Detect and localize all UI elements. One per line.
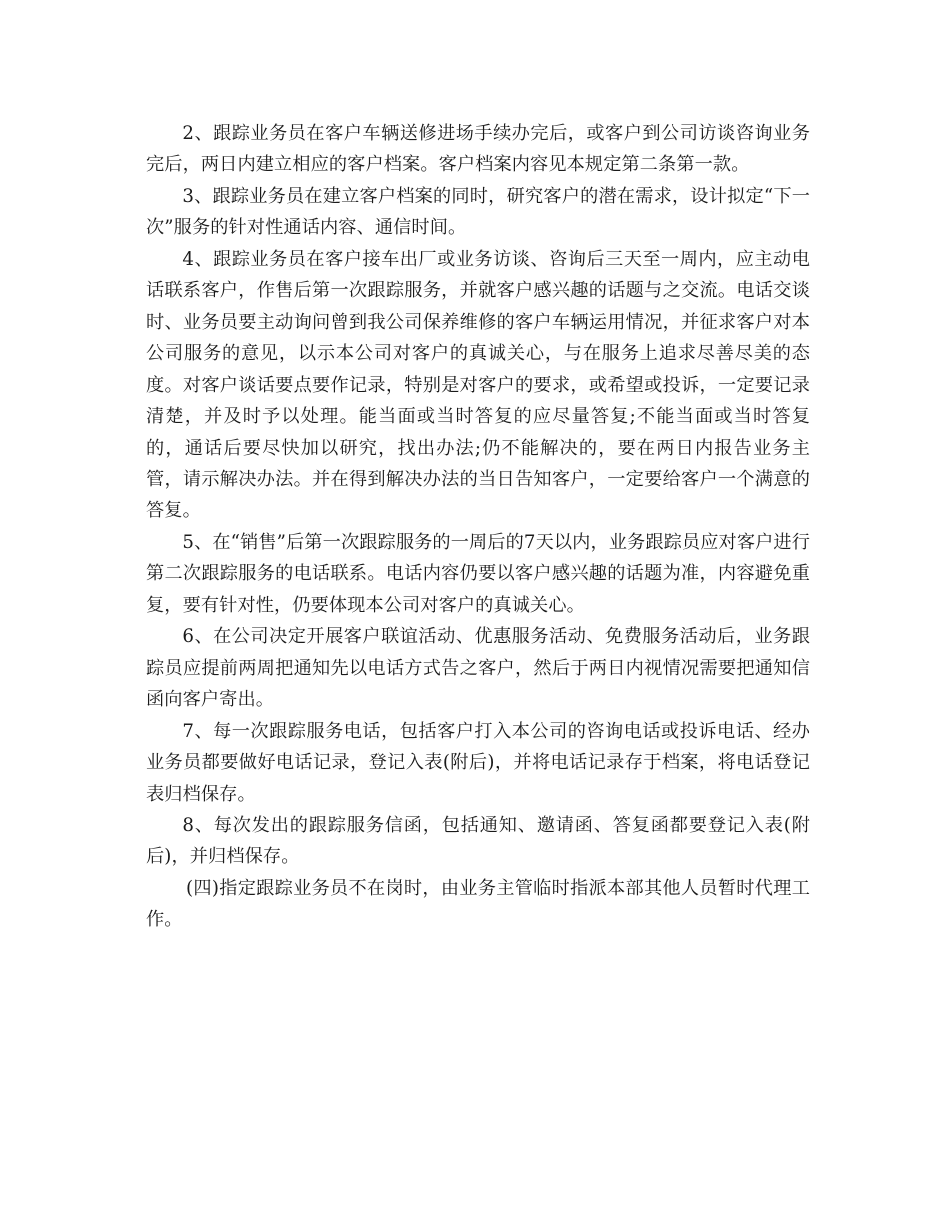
document-body bbox=[146, 118, 810, 936]
paragraph-item-7: 7、每一次跟踪服务电话，包括客户打入本公司的咨询电话或投诉电话、经办业务员都要做好电话记录，登记入表(附后)，并将电话记录存于档案，将电话登记表归档保存。 bbox=[146, 720, 810, 805]
paragraph-section-4: (四)指定跟踪业务员不在岗时，由业务主管临时指派本部其他人员暂时代理工作。 bbox=[146, 877, 810, 931]
paragraph-item-8: 8、每次发出的跟踪服务信函，包括通知、邀请函、答复函都要登记入表(附后)，并归档保存。 bbox=[146, 814, 810, 868]
paragraph-item-6: 6、在公司决定开展客户联谊活动、优惠服务活动、免费服务活动后，业务跟踪员应提前两周把通知先以电话方式告之客户，然后于两日内视情况需要把通知信函向客户寄出。 bbox=[146, 626, 810, 711]
paragraph-item-4: 4、跟踪业务员在客户接车出厂或业务访谈、咨询后三天至一周内，应主动电话联系客户，作售后第一次跟踪服务，并就客户感兴趣的话题与之交流。电话交谈时、业务员要主动询问曾到我公司保养维修的客户车辆运用情况，并征求客户对本公司服务的意见，以示本公司对客户的真诚关心，与在服务上追求尽善尽美的态度。对客户谈话要点要作记录，特别是对客户的要求，或希望或投诉，一定要记录清楚，并及时予以处理。能当面或当时答复的应尽量答复;不能当面或当时答复的，通话后要尽快加以研究，找出办法;仍不能解决的，要在两日内报告业务主管，请示解决办法。并在得到解决办法的当日告知客户，一定要给客户一个满意的答复。 bbox=[146, 248, 810, 522]
paragraph-item-5: 5、在“销售”后第一次跟踪服务的一周后的7天以内，业务跟踪员应对客户进行第二次跟踪服务的电话联系。电话内容仍要以客户感兴趣的话题为准，内容避免重复，要有针对性，仍要体现本公司对客户的真诚关心。 bbox=[146, 531, 810, 616]
paragraph-item-2: 2、跟踪业务员在客户车辆送修进场手续办完后，或客户到公司访谈咨询业务完后，两日内建立相应的客户档案。客户档案内容见本规定第二条第一款。 bbox=[146, 123, 810, 176]
paragraph-item-3: 3、跟踪业务员在建立客户档案的同时，研究客户的潜在需求，设计拟定“下一次”服务的针对性通话内容、通信时间。 bbox=[146, 185, 810, 239]
